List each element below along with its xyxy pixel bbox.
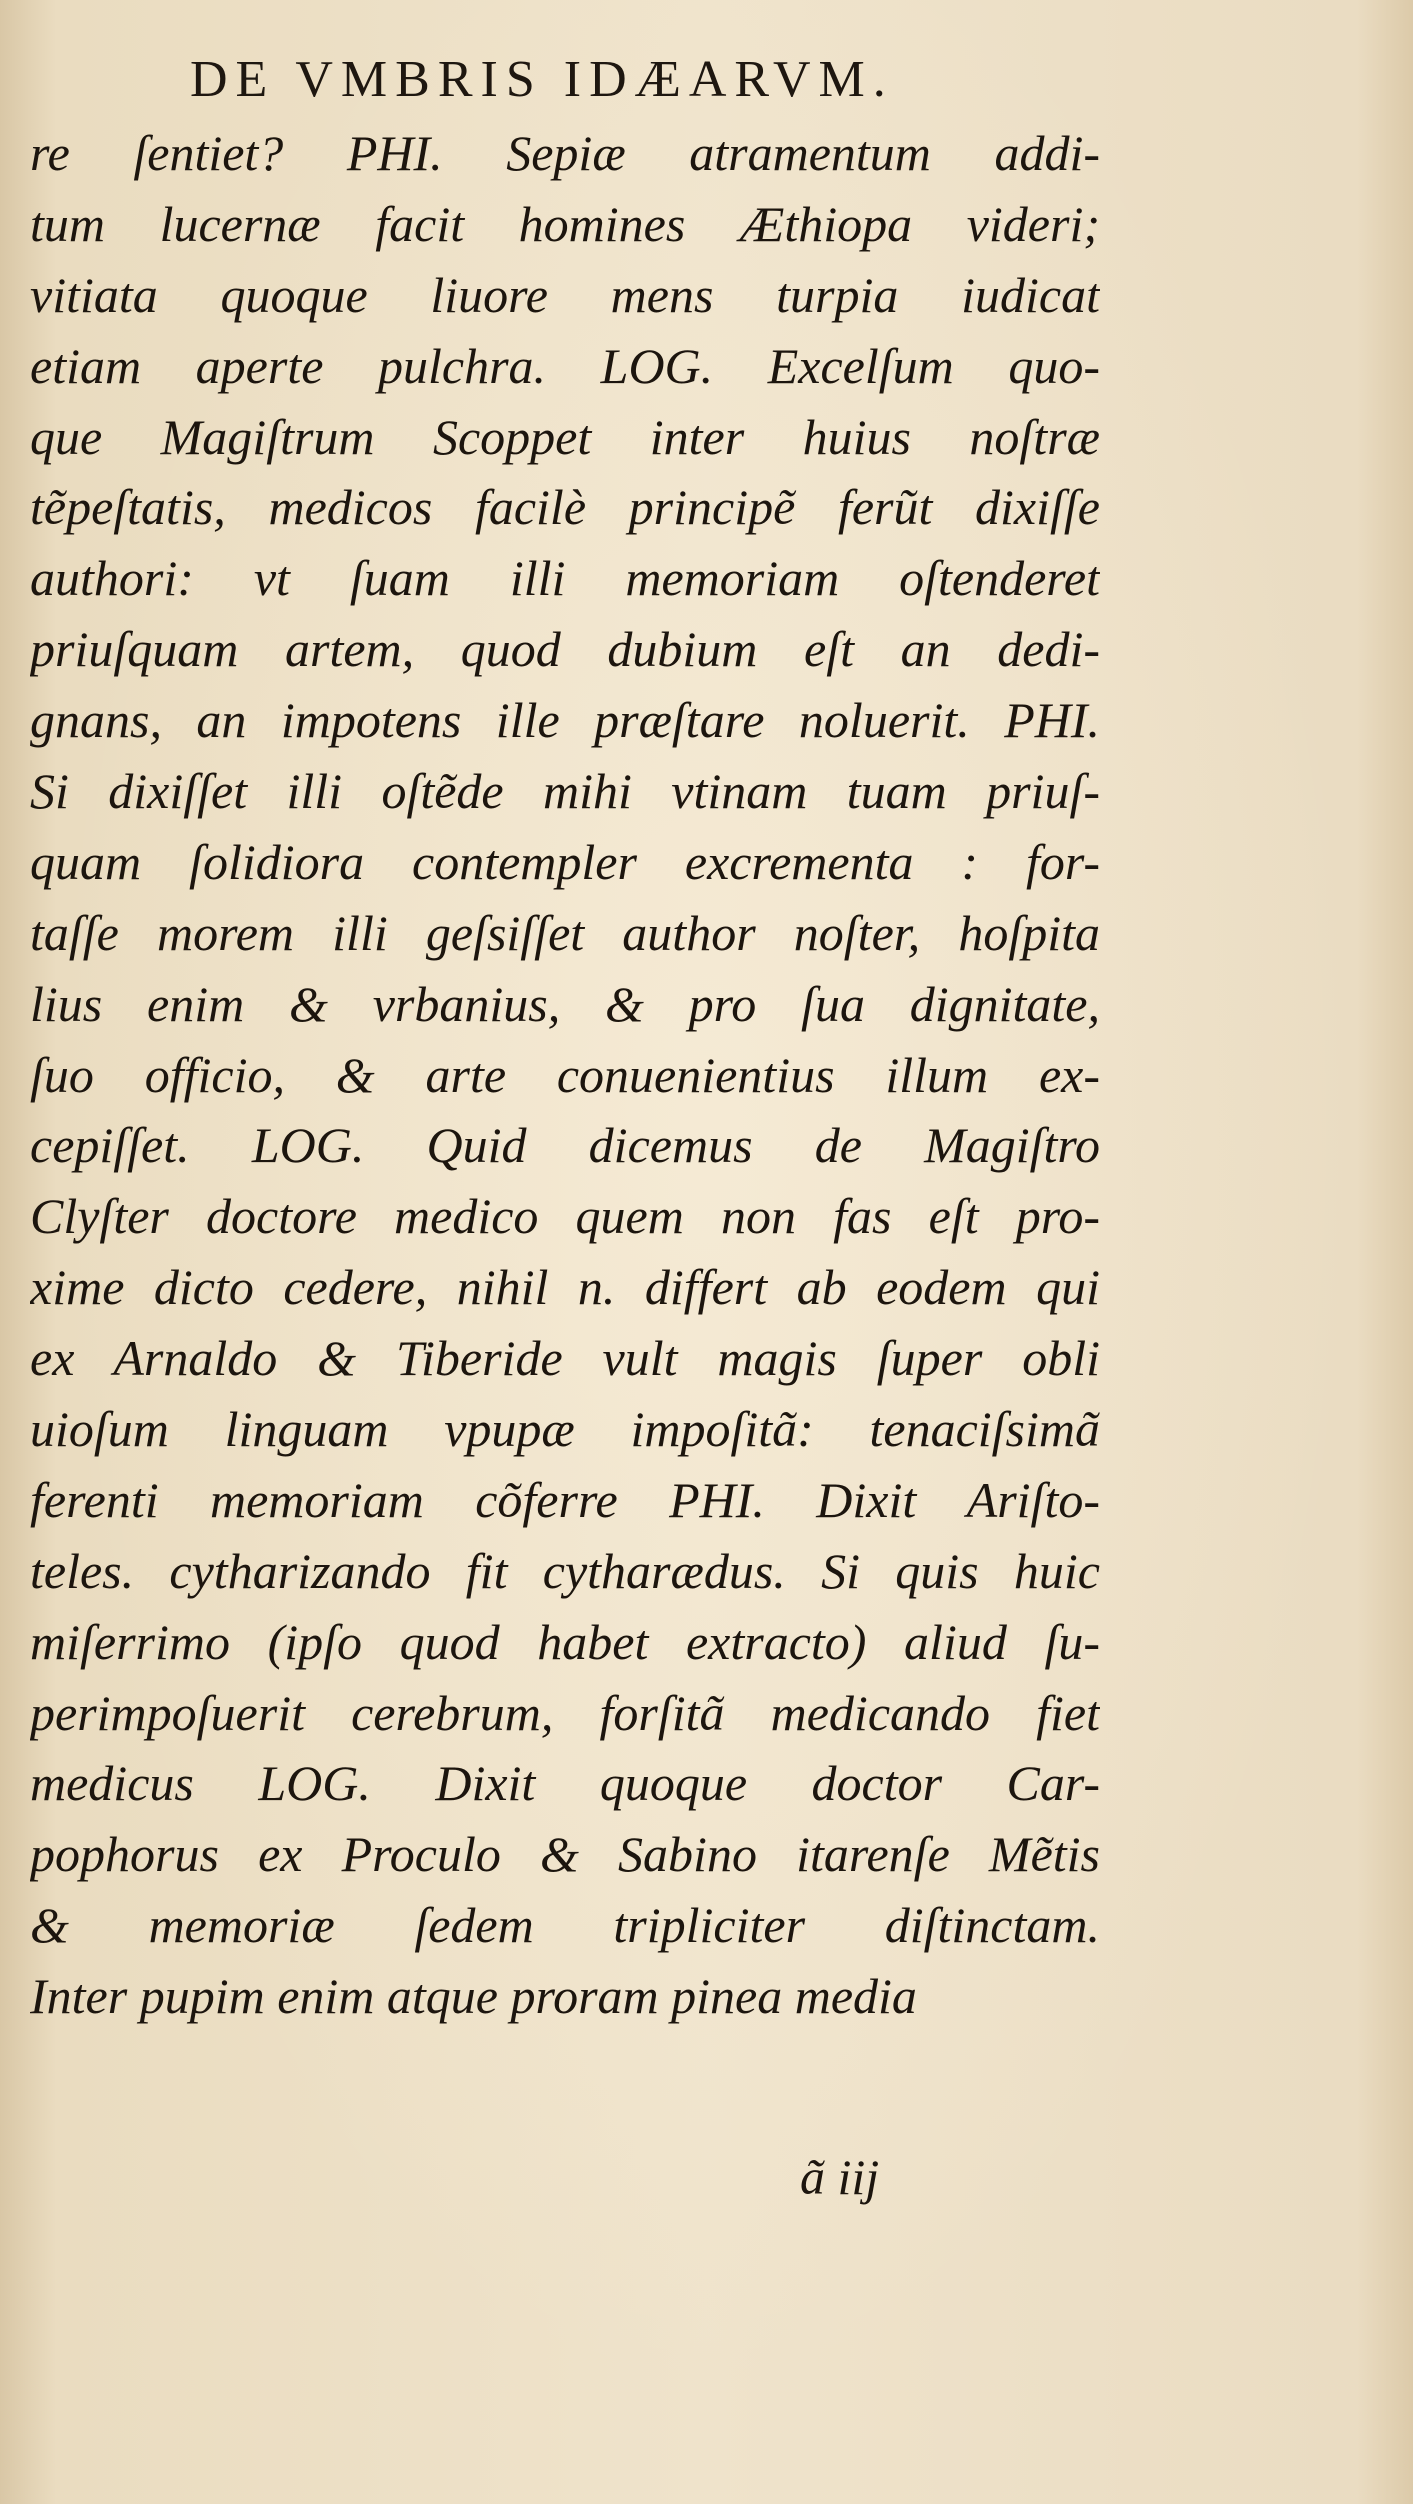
text-line-1: re ſentiet? PHI. Sepiæ atramentum addi- bbox=[30, 125, 1100, 181]
text-line-16: Clyſter doctore medico quem non fas eſt pro- bbox=[30, 1188, 1100, 1245]
text-line-5: que Magiſtrum Scoppet inter huius noſtræ bbox=[30, 408, 1100, 465]
text-line-27: Inter pupim enim atque proram pinea media bbox=[30, 1968, 917, 2025]
running-head: DE VMBRIS IDÆARVM. bbox=[190, 51, 894, 108]
text-line-21: teles. cytharizando fit cytharædus. Si quis huic bbox=[30, 1542, 1100, 1599]
signature-mark: ã iij bbox=[800, 2149, 880, 2205]
text-line-22: miſerrimo (ipſo quod habet extracto) aliud ſu- bbox=[30, 1613, 1100, 1670]
text-line-26: & memoriæ ſedem tripliciter diſtinctam. bbox=[30, 1897, 1100, 1954]
text-line-25: pophorus ex Proculo & Sabino itarenſe Mẽtis bbox=[30, 1826, 1100, 1883]
text-line-17: xime dicto cedere, nihil n. differt ab eodem qui bbox=[30, 1259, 1100, 1316]
text-line-14: ſuo officio, & arte conuenientius illum ex- bbox=[30, 1046, 1100, 1103]
text-line-18: ex Arnaldo & Tiberide vult magis ſuper obli bbox=[30, 1330, 1100, 1387]
text-line-20: ferenti memoriam cõferre PHI. Dixit Ariſto- bbox=[30, 1471, 1100, 1528]
text-line-8: priuſquam artem, quod dubium eſt an dedi- bbox=[30, 621, 1100, 678]
text-line-10: Si dixiſſet illi oſtẽde mihi vtinam tuam priuſ- bbox=[30, 763, 1100, 820]
text-line-4: etiam aperte pulchra. LOG. Excelſum quo- bbox=[30, 337, 1100, 394]
text-line-24: medicus LOG. Dixit quoque doctor Car- bbox=[30, 1755, 1100, 1812]
text-line-13: lius enim & vrbanius, & pro ſua dignitate, bbox=[30, 975, 1100, 1032]
text-line-6: tẽpeſtatis, medicos facilè principẽ ferũt dixiſſe bbox=[30, 479, 1100, 536]
text-line-23: perimpoſuerit cerebrum, forſitã medicando fiet bbox=[30, 1684, 1100, 1741]
text-line-12: taſſe morem illi geſsiſſet author noſter, hoſpita bbox=[30, 904, 1100, 961]
text-line-3: vitiata quoque liuore mens turpia iudicat bbox=[30, 266, 1100, 323]
text-line-2: tum lucernæ facit homines Æthiopa videri; bbox=[30, 195, 1100, 252]
text-line-11: quam ſolidiora contempler excrementa : for- bbox=[30, 833, 1100, 890]
text-line-7: authori: vt ſuam illi memoriam oſtenderet bbox=[30, 550, 1100, 607]
text-line-19: uioſum linguam vpupæ impoſitã: tenaciſsimã bbox=[30, 1401, 1100, 1458]
text-block bbox=[30, 118, 1100, 2032]
text-line-9: gnans, an impotens ille præſtare noluerit. PHI. bbox=[30, 692, 1100, 749]
text-line-15: cepiſſet. LOG. Quid dicemus de Magiſtro bbox=[30, 1117, 1100, 1174]
